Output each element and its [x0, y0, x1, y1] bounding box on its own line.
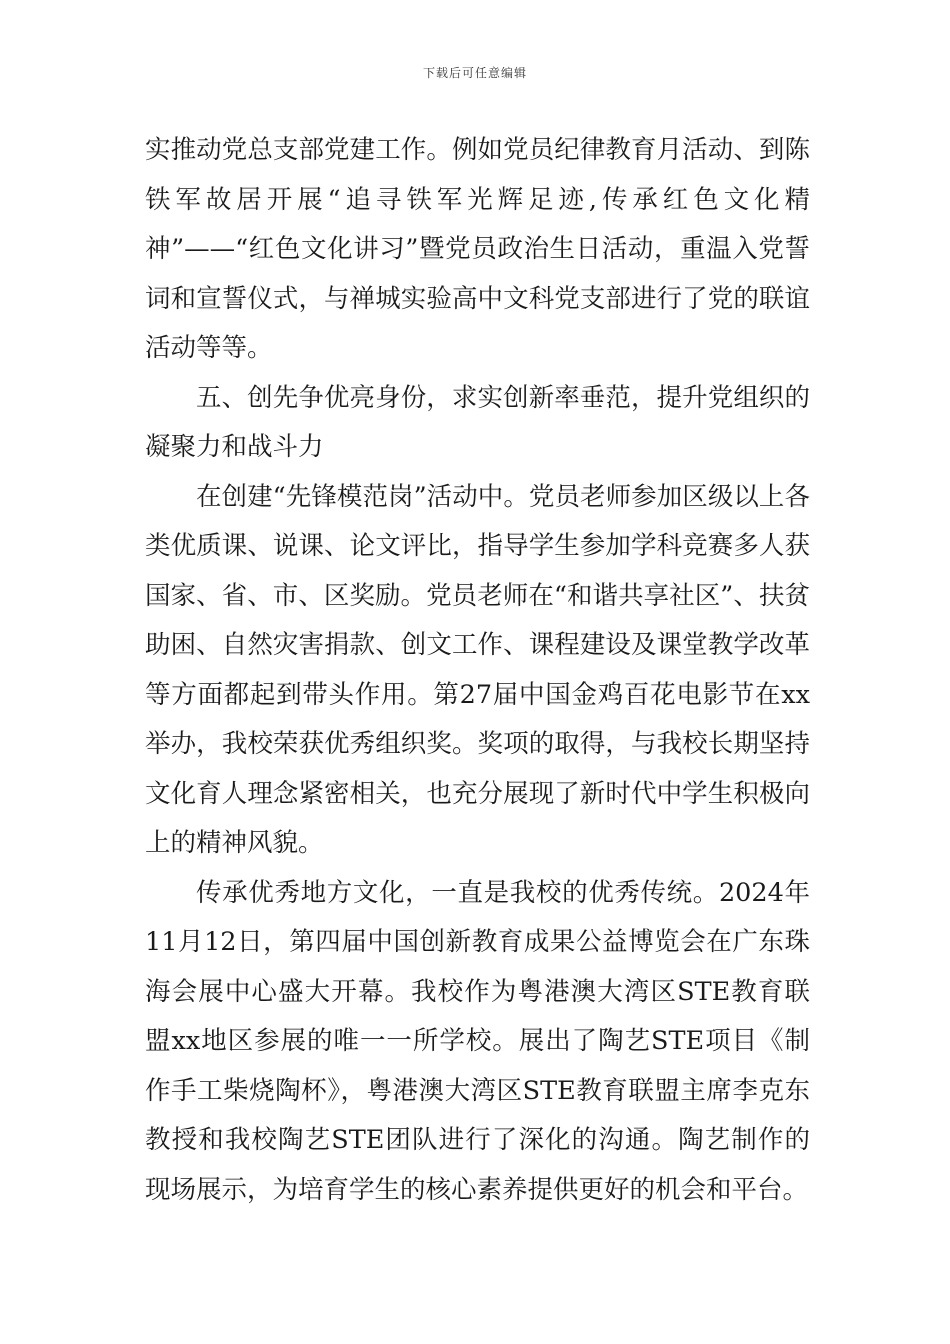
section-heading-five: 五、创先争优亮身份，求实创新率垂范，提升党组织的凝聚力和战斗力 — [145, 382, 810, 462]
document-body — [145, 126, 810, 1215]
paragraph-local-culture: 传承优秀地方文化，一直是我校的优秀传统。2024年11月12日，第四届中国创新教育成果公益博览会在广东珠海会展中心盛大开幕。我校作为粤港澳大湾区STE教育联盟xx地区参展的唯一一所学校。展出了陶艺STE项目《制作手工柴烧陶杯》，粤港澳大湾区STE教育联盟主席李克东教授和我校陶艺STE团队进行了深化的沟通。陶艺制作的现场展示，为培育学生的核心素养提供更好的机会和平台。 — [145, 877, 810, 1205]
paragraph-continuation: 实推动党总支部党建工作。例如党员纪律教育月活动、到陈铁军故居开展“追寻铁军光辉足迹,传承红色文化精神”——“红色文化讲习”暨党员政治生日活动，重温入党誓词和宣誓仪式，与禅城实验高中文科党支部进行了党的联谊活动等等。 — [145, 135, 810, 363]
page-header-note: 下载后可任意编辑 — [422, 66, 527, 80]
paragraph-pioneer-post: 在创建“先锋模范岗”活动中。党员老师参加区级以上各类优质课、说课、论文评比，指导学生参加学科竞赛多人获国家、省、市、区奖励。党员老师在“和谐共享社区”、扶贫助困、自然灾害捐款、创文工作、课程建设及课堂教学改革等方面都起到带头作用。第27届中国金鸡百花电影节在xx举办，我校荣获优秀组织奖。奖项的取得，与我校长期坚持文化育人理念紧密相关，也充分展现了新时代中学生积极向上的精神风貌。 — [145, 481, 810, 858]
